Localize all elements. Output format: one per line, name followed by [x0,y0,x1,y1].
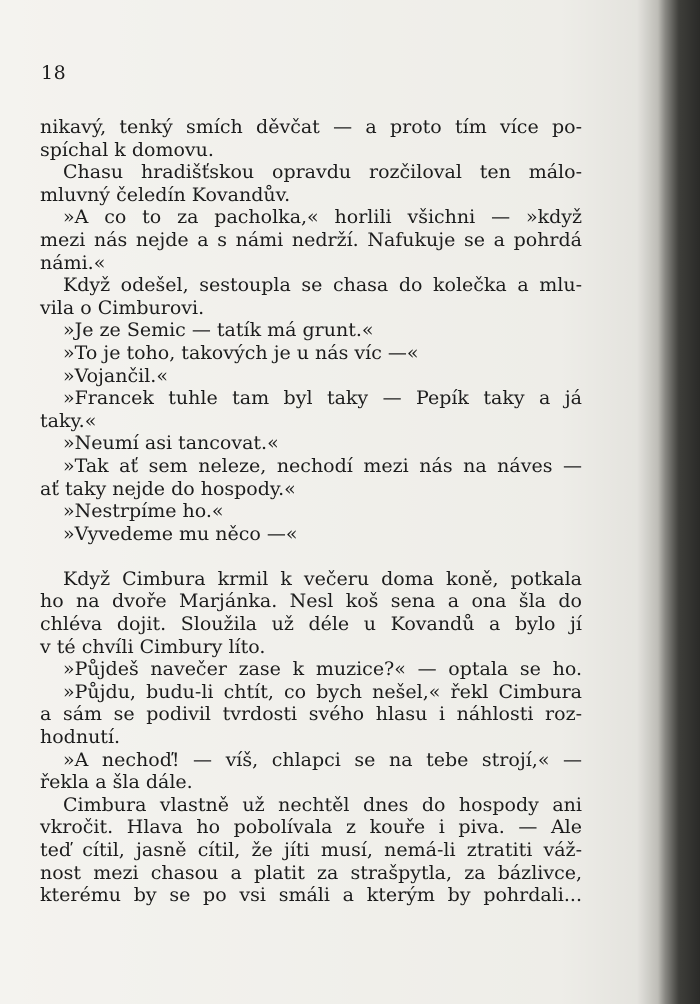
text-line: teď cítil, jasně cítil, že jíti musí, nemá-li ztratiti váž- [40,839,582,861]
text-line: »Půjdeš navečer zase k muzice?« — optala se ho. [63,658,582,681]
text-line: »Půjdu, budu-li chtít, co bych nešel,« řekl Cimbura [63,680,582,703]
text-line: námi.« [40,251,106,274]
text-line: v té chvíli Cimbury líto. [40,635,266,658]
text-line: řekla a šla dále. [40,771,193,794]
text-line: Chasu hradišťskou opravdu rozčiloval ten málo- [63,161,582,184]
text-line: »Nestrpíme ho.« [63,500,224,523]
text-line: »To je toho, takových je u nás víc —« [63,341,419,364]
text-line: »Tak ať sem neleze, nechodí mezi nás na náves — [63,454,582,477]
text-line: mezi nás nejde a s námi nedrží. Nafukuje se a pohrdá [40,228,582,251]
text-line: »A co to za pacholka,« horlili všichni — »když [63,206,582,229]
text-line: »Je ze Semic — tatík má grunt.« [63,319,374,342]
text-line: ať taky nejde do hospody.« [40,477,296,500]
text-line: mluvný čeledín Kovandův. [40,183,291,206]
text-line: Když odešel, sestoupla se chasa do kolečka a mlu- [63,274,582,297]
text-line: nikavý, tenký smích děvčat — a proto tím více po- [40,116,582,138]
text-line: nost mezi chasou a platit za strašpytla, za bázlivce, [40,861,582,884]
text-line: hodnutí. [40,726,121,749]
text-line: vila o Cimburovi. [40,296,205,319]
paragraph-gap [40,545,582,568]
text-line: »Neumí asi tancovat.« [63,432,279,455]
text-line: kterému by se po vsi smáli a kterým by pohrdali... [40,884,582,907]
text-line: Cimbura vlastně už nechtěl dnes do hospody ani [63,793,582,816]
text-line: vkročit. Hlava ho pobolívala z kouře i piva. — Ale [40,816,582,839]
body-text [40,116,582,907]
text-line: a sám se podivil tvrdosti svého hlasu i náhlosti roz- [40,703,582,726]
text-line: »Francek tuhle tam byl taky — Pepík taky a já [63,387,582,410]
text-line: chléva dojit. Sloužila už déle u Kovandů a bylo jí [40,613,582,636]
text-line: taky.« [40,409,97,432]
text-line: ho na dvoře Marjánka. Nesl koš sena a ona šla do [40,590,582,613]
page-number: 18 [41,62,67,84]
text-line: spíchal k domovu. [40,138,214,161]
text-line: »Vyvedeme mu něco —« [63,522,298,545]
text-line: Když Cimbura krmil k večeru doma koně, potkala [63,567,582,590]
text-line: »Vojančil.« [63,364,168,387]
text-line: »A nechoď! — víš, chlapci se na tebe strojí,« — [63,748,582,771]
